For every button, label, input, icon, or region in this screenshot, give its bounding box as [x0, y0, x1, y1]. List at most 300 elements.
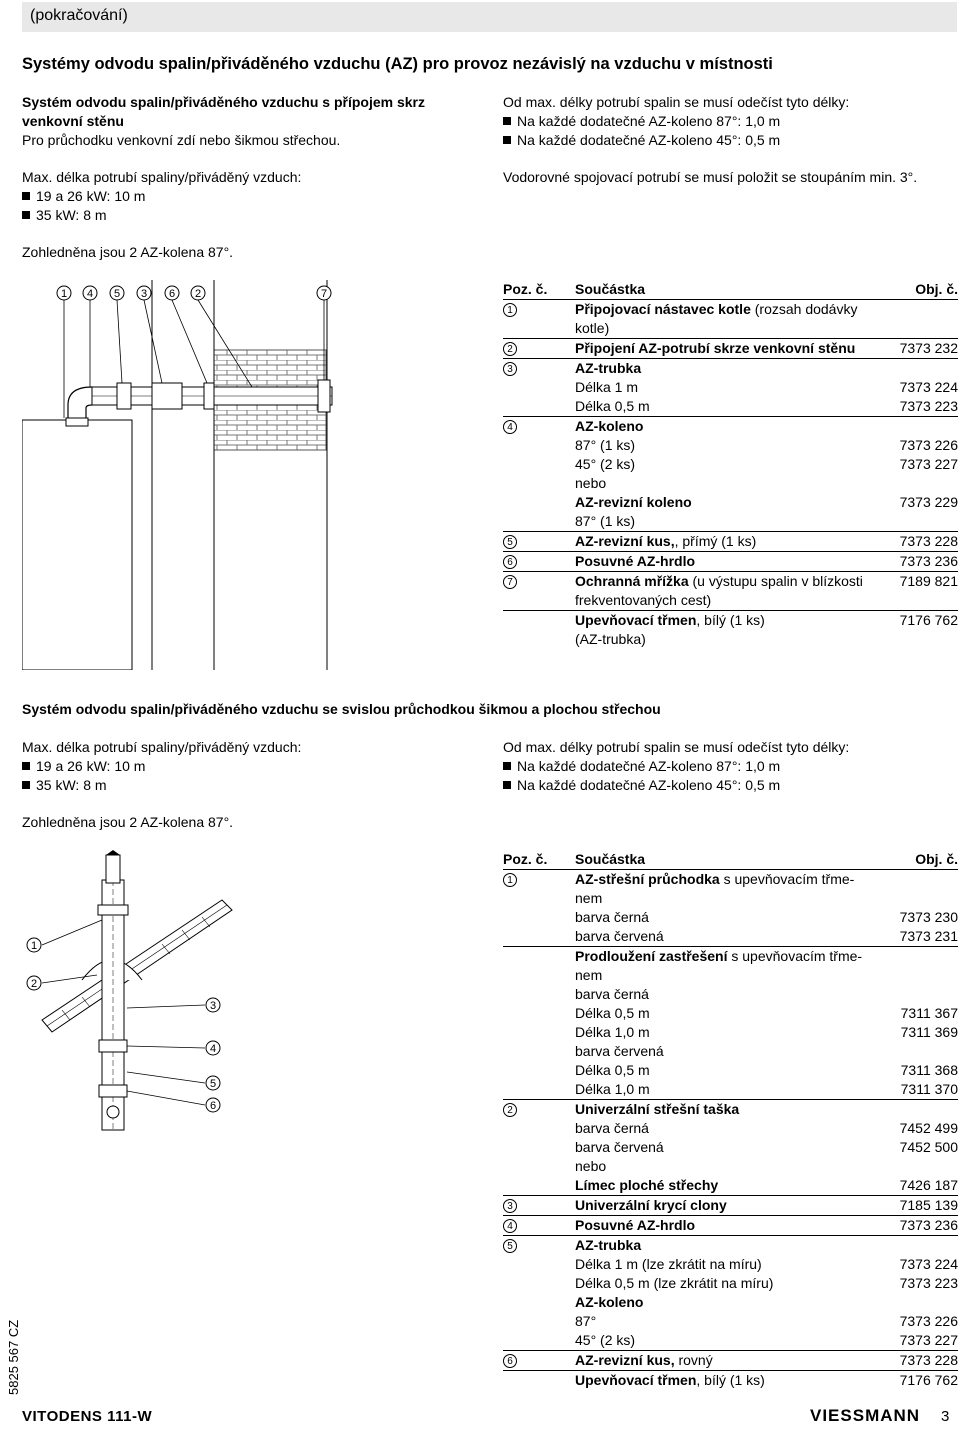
diagram2-label-2: 2 — [30, 978, 38, 990]
position-cell — [503, 985, 575, 1004]
component-name: Prodloužení zastřešení — [575, 948, 728, 964]
section2-bullet1: 19 a 26 kW: 10 m — [22, 757, 145, 776]
component-name: Ochranná mřížka — [575, 573, 689, 589]
component-detail: nem — [575, 967, 603, 983]
table-row — [503, 1351, 958, 1371]
table-row — [503, 1061, 958, 1080]
order-number: 7373 232 — [893, 339, 958, 359]
position-cell — [503, 1176, 575, 1196]
bullet-icon — [22, 192, 30, 200]
component-detail: Délka 0,5 m — [575, 398, 650, 414]
table-row — [503, 455, 958, 474]
order-number — [893, 417, 958, 437]
component-detail: nebo — [575, 475, 607, 491]
order-number: 7373 236 — [893, 552, 958, 572]
component-cell — [575, 572, 893, 592]
component-detail: , přímý (1 ks) — [674, 533, 757, 549]
table-row — [503, 927, 958, 947]
page-title: Systémy odvodu spalin/přiváděného vzduchu (AZ) pro provoz nezávislý na vzduchu v místnosti — [22, 55, 773, 73]
component-cell — [575, 927, 893, 947]
component-name: AZ-střešní průchodka — [575, 871, 720, 887]
order-number — [893, 474, 958, 493]
component-detail: nebo — [575, 1158, 607, 1174]
component-detail: barva černá — [575, 909, 649, 925]
order-number — [893, 1042, 958, 1061]
position-number: 1 — [503, 873, 517, 887]
page-number: 3 — [941, 1408, 950, 1425]
doc-number: 5825 567 CZ — [6, 1319, 21, 1395]
component-cell — [575, 1042, 893, 1061]
table-row — [503, 1255, 958, 1274]
table-row — [503, 630, 958, 649]
continuation-label: (pokračování) — [30, 7, 128, 24]
table-row — [503, 1312, 958, 1331]
component-name: AZ-trubka — [575, 1237, 642, 1253]
order-number: 7373 223 — [899, 398, 958, 414]
component-cell — [575, 1312, 893, 1331]
component-cell — [575, 985, 893, 1004]
component-detail: s upevňovacím třme- — [727, 948, 863, 964]
component-cell — [575, 417, 893, 437]
table-row — [503, 359, 958, 379]
component-detail: , bílý (1 ks) — [696, 1372, 765, 1388]
component-name: Připojení AZ-potrubí skrze venkovní stěnu — [575, 340, 856, 356]
position-cell — [503, 927, 575, 947]
header-cell: Obj. č. — [915, 281, 958, 297]
component-cell — [575, 908, 893, 927]
order-number — [893, 512, 958, 532]
table-row — [503, 1216, 958, 1236]
table-row — [503, 1371, 958, 1391]
component-detail: 45° (2 ks) — [575, 456, 636, 472]
component-detail: , bílý (1 ks) — [696, 612, 765, 628]
bullet-icon — [503, 781, 511, 789]
order-number: 7373 223 — [899, 1275, 958, 1291]
order-number: 7373 229 — [899, 494, 958, 510]
table-header — [503, 850, 958, 870]
component-cell — [575, 630, 893, 649]
position-cell — [503, 611, 575, 631]
order-number — [893, 1157, 958, 1176]
component-detail: Délka 1 m (lze zkrátit na míru) — [575, 1256, 762, 1272]
position-cell — [503, 889, 575, 908]
table-row — [503, 591, 958, 611]
position-cell — [503, 359, 575, 379]
bullet-icon — [503, 117, 511, 125]
section2-right-bullet1: Na každé dodatečné AZ-koleno 87°: 1,0 m — [503, 757, 780, 776]
table-row — [503, 1004, 958, 1023]
component-name: AZ-trubka — [575, 360, 642, 376]
component-cell — [575, 436, 893, 455]
component-detail: kotle) — [575, 320, 610, 336]
component-cell — [575, 378, 893, 397]
position-number: 5 — [503, 535, 517, 549]
order-number: 7311 368 — [900, 1062, 958, 1078]
continuation-bar — [22, 2, 957, 32]
section1-maxlen: Max. délka potrubí spaliny/přiváděný vzduch: — [22, 169, 302, 185]
position-cell — [503, 572, 575, 592]
section1-note: Zohledněna jsou 2 AZ-kolena 87°. — [22, 244, 234, 260]
order-number: 7373 236 — [893, 1216, 958, 1236]
component-cell — [575, 455, 893, 474]
component-cell — [575, 611, 893, 631]
position-cell — [503, 908, 575, 927]
component-cell — [575, 1255, 893, 1274]
order-number: 7185 139 — [893, 1196, 958, 1216]
table-row — [503, 1119, 958, 1138]
order-number — [893, 966, 958, 985]
table-row — [503, 1138, 958, 1157]
position-cell — [503, 1255, 575, 1274]
bullet-icon — [503, 762, 511, 770]
component-cell — [575, 1080, 893, 1100]
position-number: 6 — [503, 555, 517, 569]
component-detail: nem — [575, 890, 603, 906]
order-number: 7373 226 — [899, 437, 958, 453]
section1-right-note: Vodorovné spojovací potrubí se musí položit se stoupáním min. 3°. — [503, 169, 918, 185]
wall-passthrough-diagram — [22, 280, 352, 670]
component-cell — [575, 512, 893, 532]
component-detail: barva černá — [575, 1120, 649, 1136]
table-row — [503, 532, 958, 552]
order-number: 7311 367 — [900, 1005, 958, 1021]
section1-right-bullet2: Na každé dodatečné AZ-koleno 45°: 0,5 m — [503, 131, 780, 150]
component-cell — [575, 532, 893, 552]
diagram1-label-5: 5 — [113, 288, 121, 300]
position-cell — [503, 1138, 575, 1157]
position-cell — [503, 1312, 575, 1331]
table-row — [503, 339, 958, 359]
table-row — [503, 397, 958, 417]
component-detail: Délka 0,5 m — [575, 1005, 650, 1021]
component-detail: (u výstupu spalin v blízkosti — [688, 573, 863, 589]
position-cell — [503, 339, 575, 359]
table-row — [503, 417, 958, 437]
position-cell — [503, 512, 575, 532]
order-number: 7176 762 — [893, 1371, 958, 1391]
diagram1-label-6: 6 — [168, 288, 176, 300]
component-cell — [575, 1138, 893, 1157]
position-cell — [503, 417, 575, 437]
diagram2-label-1: 1 — [30, 940, 38, 952]
table-row — [503, 552, 958, 572]
component-cell — [575, 1331, 893, 1351]
order-number: 7311 370 — [900, 1081, 958, 1097]
table-row — [503, 966, 958, 985]
order-number: 7373 224 — [899, 379, 958, 395]
order-number: 7373 226 — [899, 1313, 958, 1329]
component-detail: s upevňovacím třme- — [719, 871, 855, 887]
position-number: 4 — [503, 420, 517, 434]
order-number — [893, 947, 958, 967]
order-number: 7452 500 — [899, 1139, 958, 1155]
order-number: 7373 230 — [899, 909, 958, 925]
component-name: AZ-revizní kus, — [575, 533, 675, 549]
position-cell — [503, 966, 575, 985]
diagram2-label-4: 4 — [209, 1043, 217, 1055]
component-detail: Délka 0,5 m (lze zkrátit na míru) — [575, 1275, 774, 1291]
section2-right-intro: Od max. délky potrubí spalin se musí odečíst tyto délky: — [503, 739, 850, 755]
section1-right-intro: Od max. délky potrubí spalin se musí odečíst tyto délky: — [503, 94, 850, 110]
position-cell — [503, 319, 575, 339]
diagram2-label-3: 3 — [209, 1000, 217, 1012]
order-number: 7426 187 — [899, 1177, 958, 1193]
position-cell — [503, 1293, 575, 1312]
table-row — [503, 1176, 958, 1196]
position-number: 2 — [503, 342, 517, 356]
component-cell — [575, 1236, 893, 1256]
table-row — [503, 319, 958, 339]
component-cell — [575, 1176, 893, 1196]
table-row — [503, 474, 958, 493]
component-cell — [575, 889, 893, 908]
section1-title-line1: Systém odvodu spalin/přiváděného vzduchu s přípojem skrz — [22, 94, 425, 110]
parts-table-2 — [503, 850, 958, 1390]
header-cell: Poz. č. — [503, 281, 548, 297]
table-row — [503, 493, 958, 512]
component-cell — [575, 1196, 893, 1216]
table-row — [503, 436, 958, 455]
order-number: 7373 228 — [893, 1351, 958, 1371]
order-number — [893, 300, 958, 320]
component-cell — [575, 339, 893, 359]
table-row — [503, 611, 958, 631]
component-cell — [575, 300, 893, 320]
component-name: Upevňovací třmen — [575, 1372, 697, 1388]
order-number: 7373 231 — [899, 928, 958, 944]
component-cell — [575, 1119, 893, 1138]
component-cell — [575, 1293, 893, 1312]
component-cell — [575, 1274, 893, 1293]
position-number: 3 — [503, 362, 517, 376]
position-cell — [503, 397, 575, 417]
component-detail: Délka 0,5 m — [575, 1062, 650, 1078]
section1-title-line2: venkovní stěnu — [22, 113, 124, 129]
diagram2-label-5: 5 — [209, 1078, 217, 1090]
component-name: AZ-koleno — [575, 1294, 644, 1310]
position-cell — [503, 1216, 575, 1236]
table-row — [503, 1100, 958, 1120]
table-row — [503, 908, 958, 927]
position-cell — [503, 1004, 575, 1023]
table-row — [503, 572, 958, 592]
table-row — [503, 378, 958, 397]
order-number — [893, 1293, 958, 1312]
order-number: 7176 762 — [893, 611, 958, 631]
bullet-icon — [503, 136, 511, 144]
order-number: 7189 821 — [893, 572, 958, 592]
position-cell — [503, 474, 575, 493]
component-cell — [575, 474, 893, 493]
section2-maxlen: Max. délka potrubí spaliny/přiváděný vzduch: — [22, 739, 302, 755]
component-detail: 87° (1 ks) — [575, 513, 636, 529]
order-number: 7452 499 — [899, 1120, 958, 1136]
order-number — [893, 985, 958, 1004]
component-name: AZ-revizní kus, — [575, 1352, 675, 1368]
order-number — [893, 1100, 958, 1120]
component-cell — [575, 319, 893, 339]
component-name: AZ-koleno — [575, 418, 644, 434]
position-cell — [503, 552, 575, 572]
component-name: Připojovací nástavec kotle — [575, 301, 751, 317]
section1-subtitle: Pro průchodku venkovní zdí nebo šikmou střechou. — [22, 132, 341, 148]
component-name: Límec ploché střechy — [575, 1177, 719, 1193]
table-row — [503, 1080, 958, 1100]
order-number — [893, 630, 958, 649]
position-cell — [503, 1061, 575, 1080]
position-cell — [503, 493, 575, 512]
position-cell — [503, 1196, 575, 1216]
position-cell — [503, 591, 575, 611]
component-detail: Délka 1,0 m — [575, 1024, 650, 1040]
section2-right-bullet2: Na každé dodatečné AZ-koleno 45°: 0,5 m — [503, 776, 780, 795]
component-detail: rovný — [674, 1352, 713, 1368]
table-row — [503, 947, 958, 967]
table-row — [503, 300, 958, 320]
component-cell — [575, 947, 893, 967]
order-number: 7373 227 — [899, 1332, 958, 1348]
component-cell — [575, 870, 893, 890]
position-number: 2 — [503, 1103, 517, 1117]
component-detail: barva červená — [575, 928, 664, 944]
component-detail: Délka 1,0 m — [575, 1081, 650, 1097]
position-cell — [503, 1157, 575, 1176]
section1-bullet2: 35 kW: 8 m — [22, 206, 107, 225]
brand-logo: VIESSMANN — [810, 1406, 921, 1425]
order-number — [893, 319, 958, 339]
position-number: 5 — [503, 1239, 517, 1253]
section2-bullet2: 35 kW: 8 m — [22, 776, 107, 795]
component-detail: Délka 1 m — [575, 379, 639, 395]
diagram1-label-3: 3 — [140, 288, 148, 300]
position-number: 3 — [503, 1199, 517, 1213]
table-row — [503, 1236, 958, 1256]
component-detail: (AZ-trubka) — [575, 631, 646, 647]
order-number — [893, 359, 958, 379]
component-name: Univerzální střešní taška — [575, 1101, 740, 1117]
position-cell — [503, 1351, 575, 1371]
position-cell — [503, 1331, 575, 1351]
parts-table-1 — [503, 280, 958, 649]
bullet-icon — [22, 781, 30, 789]
component-name: Upevňovací třmen — [575, 612, 697, 628]
order-number: 7311 369 — [900, 1024, 958, 1040]
component-detail: barva červená — [575, 1139, 664, 1155]
component-name: Posuvné AZ-hrdlo — [575, 1217, 696, 1233]
component-cell — [575, 1023, 893, 1042]
position-cell — [503, 1042, 575, 1061]
component-detail: (rozsah dodávky — [750, 301, 858, 317]
order-number: 7373 227 — [899, 456, 958, 472]
section1-bullet1: 19 a 26 kW: 10 m — [22, 187, 145, 206]
table-row — [503, 985, 958, 1004]
position-cell — [503, 378, 575, 397]
component-cell — [575, 493, 893, 512]
diagram2-label-6: 6 — [209, 1100, 217, 1112]
component-detail: barva černá — [575, 986, 649, 1002]
component-cell — [575, 1100, 893, 1120]
order-number: 7373 228 — [893, 532, 958, 552]
component-cell — [575, 1061, 893, 1080]
component-name: AZ-revizní koleno — [575, 494, 692, 510]
component-detail: 45° (2 ks) — [575, 1332, 636, 1348]
component-name: Posuvné AZ-hrdlo — [575, 553, 696, 569]
section2-title: Systém odvodu spalin/přiváděného vzduchu se svislou průchodkou šikmou a plochou střechou — [22, 701, 661, 717]
position-cell — [503, 436, 575, 455]
diagram1-label-7: 7 — [320, 288, 328, 300]
position-number: 6 — [503, 1354, 517, 1368]
header-cell: Součástka — [575, 281, 646, 297]
table-header — [503, 280, 958, 300]
component-detail: frekventovaných cest) — [575, 592, 712, 608]
table-row — [503, 889, 958, 908]
table-row — [503, 1196, 958, 1216]
order-number — [893, 870, 958, 890]
position-cell — [503, 1371, 575, 1391]
component-cell — [575, 966, 893, 985]
position-cell — [503, 1119, 575, 1138]
product-name: VITODENS 111-W — [22, 1408, 153, 1425]
order-number: 7373 224 — [899, 1256, 958, 1272]
position-cell — [503, 532, 575, 552]
position-cell — [503, 1236, 575, 1256]
position-number: 7 — [503, 575, 517, 589]
component-cell — [575, 591, 893, 611]
component-cell — [575, 1371, 893, 1391]
component-detail: barva červená — [575, 1043, 664, 1059]
header-cell: Obj. č. — [915, 851, 958, 867]
position-cell — [503, 1100, 575, 1120]
position-cell — [503, 300, 575, 320]
table-row — [503, 870, 958, 890]
diagram1-label-2: 2 — [194, 288, 202, 300]
component-cell — [575, 1157, 893, 1176]
position-cell — [503, 947, 575, 967]
component-cell — [575, 552, 893, 572]
order-number — [893, 1236, 958, 1256]
component-name: Univerzální krycí clony — [575, 1197, 727, 1213]
section1-right-bullet1: Na každé dodatečné AZ-koleno 87°: 1,0 m — [503, 112, 780, 131]
component-cell — [575, 1004, 893, 1023]
table-row — [503, 512, 958, 532]
diagram1-label-1: 1 — [60, 288, 68, 300]
position-cell — [503, 870, 575, 890]
section2-note: Zohledněna jsou 2 AZ-kolena 87°. — [22, 814, 234, 830]
bullet-icon — [22, 762, 30, 770]
table-row — [503, 1274, 958, 1293]
table-row — [503, 1042, 958, 1061]
position-cell — [503, 455, 575, 474]
diagram1-label-4: 4 — [86, 288, 94, 300]
component-cell — [575, 359, 893, 379]
roof-passthrough-diagram — [22, 850, 262, 1140]
component-cell — [575, 1351, 893, 1371]
position-number: 4 — [503, 1219, 517, 1233]
position-cell — [503, 630, 575, 649]
position-cell — [503, 1080, 575, 1100]
order-number — [893, 889, 958, 908]
header-cell: Součástka — [575, 851, 646, 867]
table-row — [503, 1157, 958, 1176]
table-row — [503, 1293, 958, 1312]
position-number: 1 — [503, 303, 517, 317]
table-row — [503, 1023, 958, 1042]
component-detail: 87° — [575, 1313, 597, 1329]
header-cell: Poz. č. — [503, 851, 548, 867]
position-cell — [503, 1023, 575, 1042]
component-detail: 87° (1 ks) — [575, 437, 636, 453]
component-cell — [575, 1216, 893, 1236]
